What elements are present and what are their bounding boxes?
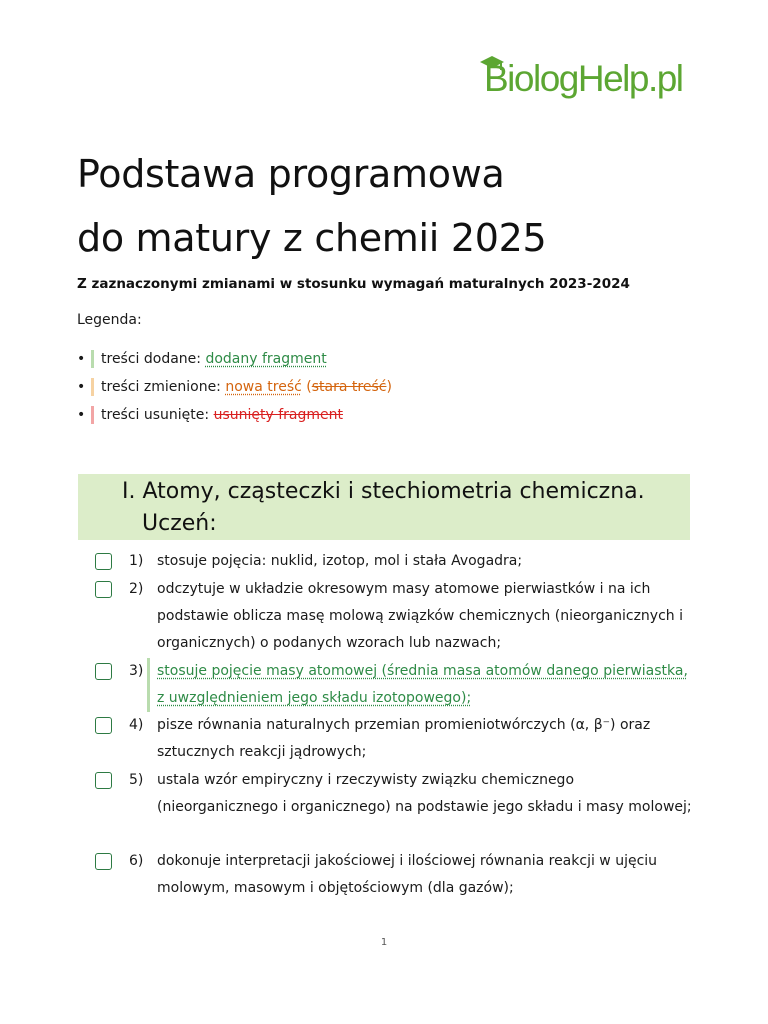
legend-list [77,345,392,429]
page-number: 1 [380,937,388,948]
section-title-line-1: I. Atomy, cząsteczki i stechiometria chemiczna. [122,479,645,504]
legend-removed-sample: usunięty fragment [213,407,343,423]
title-line-2: do matury z chemii 2025 [77,216,547,260]
legend-item-changed [77,373,392,401]
item-text [147,658,692,712]
legend-added-sample: dodany fragment [205,351,327,367]
legend-item-removed [77,401,392,429]
legend-added-prefix: treści dodane: [101,351,202,367]
legend-removed-prefix: treści usunięte: [101,407,210,423]
item-number: 5) [129,772,144,788]
item-text-added: stosuje pojęcie masy atomowej (średnia masa atomów danego pierwiastka, z uwzględnieniem jego składu izotopowego); [157,663,688,706]
checkbox[interactable] [95,663,112,680]
section-title [122,476,645,540]
legend-item-added [77,345,392,373]
bullet-icon: • [77,379,86,395]
subtitle: Z zaznaczonymi zmianami w stosunku wymagań maturalnych 2023-2024 [77,276,630,292]
item-text: pisze równania naturalnych przemian promieniotwórczych (α, β⁻) oraz sztucznych reakcji jądrowych; [157,717,651,760]
logo-text: BiologHelp.pl [484,58,683,99]
item-text: dokonuje interpretacji jakościowej i ilościowej równania reakcji w ujęciu molowym, masowym i objętościowym (dla gazów); [157,853,658,896]
item-text: ustala wzór empiryczny i rzeczywisty związku chemicznego (nieorganicznego i organicznego) na podstawie jego składu i masy molowej; [157,772,692,815]
legend-label: Legenda: [77,312,142,328]
section-header [78,474,690,540]
item-number: 3) [129,663,144,679]
legend-changed-old-sample: stara treść [311,379,387,395]
checkbox[interactable] [95,717,112,734]
checkbox[interactable] [95,853,112,870]
title-line-1: Podstawa programowa [77,152,505,196]
item-text: stosuje pojęcia: nuklid, izotop, mol i stała Avogadra; [157,553,523,569]
item-number: 6) [129,853,144,869]
changed-marker [91,378,94,396]
bullet-icon: • [77,351,86,367]
legend-changed-old-close: ) [386,379,392,395]
legend-changed-prefix: treści zmienione: [101,379,221,395]
item-number: 1) [129,553,144,569]
item-number: 2) [129,581,144,597]
bullet-icon: • [77,407,86,423]
page-title [77,142,546,270]
item-number: 4) [129,717,144,733]
legend-changed-old-open: ( [306,379,312,395]
section-title-line-2: Uczeń: [142,511,217,536]
checkbox[interactable] [95,772,112,789]
added-marker [91,350,94,368]
item-text: odczytuje w układzie okresowym masy atomowe pierwiastków i na ich podstawie oblicza masę molową związków chemicznych (nieorganicznych i organicznych) o podanych wzorach lub nazwach; [157,581,684,651]
checkbox[interactable] [95,553,112,570]
biologhelp-logo[interactable] [476,54,696,104]
legend-changed-new-sample: nowa treść [225,379,302,395]
checkbox[interactable] [95,581,112,598]
removed-marker [91,406,94,424]
